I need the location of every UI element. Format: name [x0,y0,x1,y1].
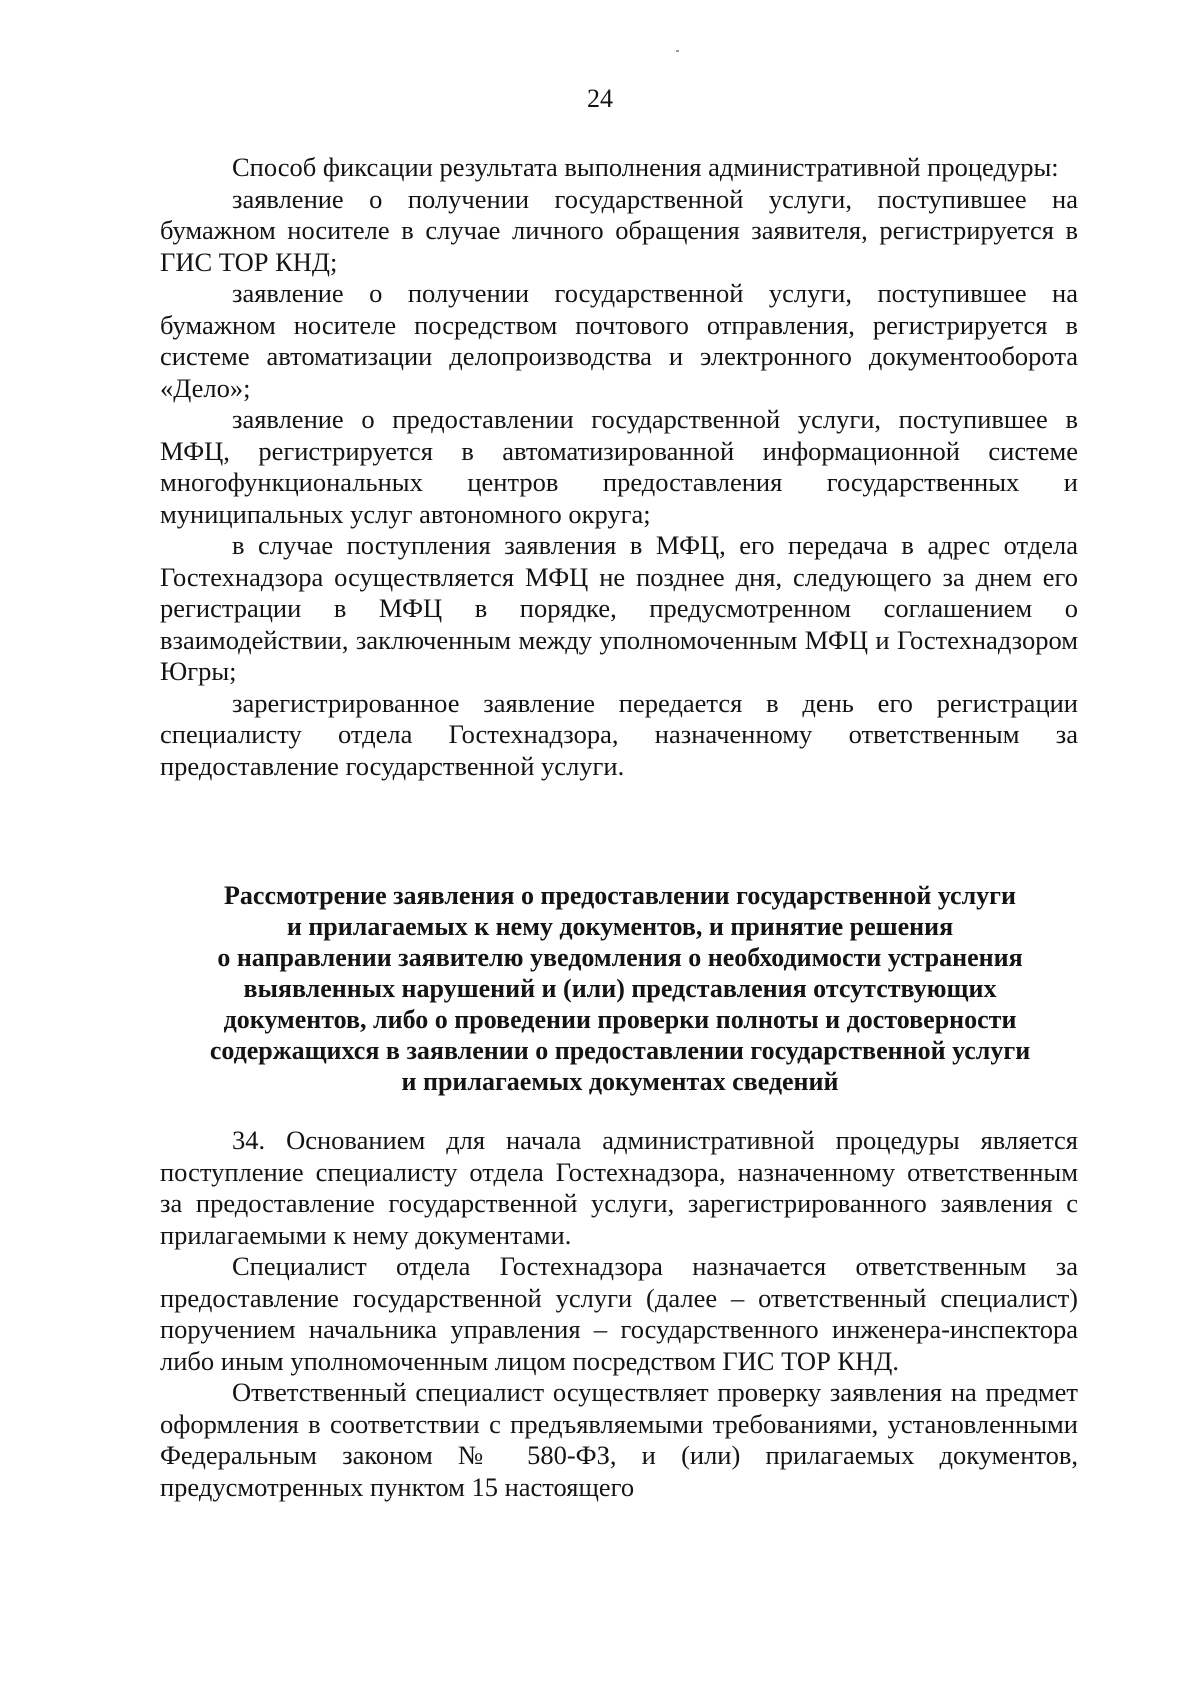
paragraph: зарегистрированное заявление передается в день его регистрации специалисту отдела Гостехнадзора, назначенному ответственным за предоставление государственной услуги. [160,687,1078,781]
paragraph-34: 34. Основанием для начала административной процедуры является поступление специалисту отдела Гостехнадзора, назначенному ответственным за предоставление государственной услуги, зарегистрированного заявления с прилагаемыми к нему документами. [160,1125,1078,1250]
text-block-bottom [160,1125,1078,1503]
heading-line: и прилагаемых документах сведений [401,1067,839,1096]
heading-line: о направлении заявителю уведомления о необходимости устранения [217,943,1023,972]
text-block-top [160,152,1078,782]
heading-line: выявленных нарушений и (или) представления отсутствующих [243,974,997,1003]
heading-line: содержащихся в заявлении о предоставлении государственной услуги [209,1036,1031,1065]
paragraph: заявление о получении государственной услуги, поступившее на бумажном носителе посредством почтового отправления, регистрируется в системе автоматизации делопроизводства и электронного документооборота «Дело»; [160,278,1078,403]
paragraph: заявление о получении государственной услуги, поступившее на бумажном носителе в случае личного обращения заявителя, регистрируется в ГИС ТОР КНД; [160,183,1078,277]
paragraph: Способ фиксации результата выполнения административной процедуры: [232,152,1059,182]
paragraph: Ответственный специалист осуществляет проверку заявления на предмет оформления в соответствии с предъявляемыми требованиями, установленными Федеральным законом № 580-ФЗ, и (или) прилагаемых документов, предусмотренных пунктом 15 настоящего [160,1377,1078,1502]
heading-line: Рассмотрение заявления о предоставлении государственной услуги [224,881,1016,910]
paragraph: Специалист отдела Гостехнадзора назначается ответственным за предоставление государственной услуги (далее – ответственный специалист) поручением начальника управления – государственного инженера-инспектора либо иным уполномоченным лицом посредством ГИС ТОР КНД. [160,1251,1078,1376]
section-heading [150,880,1090,1097]
page-number: 24 [587,84,613,113]
heading-line: и прилагаемых к нему документов, и принятие решения [286,912,954,941]
heading-line: документов, либо о проведении проверки полноты и достоверности [223,1005,1017,1034]
paragraph: заявление о предоставлении государственной услуги, поступившее в МФЦ, регистрируется в автоматизированной информационной системе многофункциональных центров предоставления государственных и муниципальных услуг автономного округа; [160,404,1078,529]
scan-speck [676,50,679,52]
paragraph: в случае поступления заявления в МФЦ, его передача в адрес отдела Гостехнадзора осуществляется МФЦ не позднее дня, следующего за днем его регистрации в МФЦ в порядке, предусмотренном соглашением о взаимодействии, заключенным между уполномоченным МФЦ и Гостехнадзором Югры; [160,530,1078,686]
